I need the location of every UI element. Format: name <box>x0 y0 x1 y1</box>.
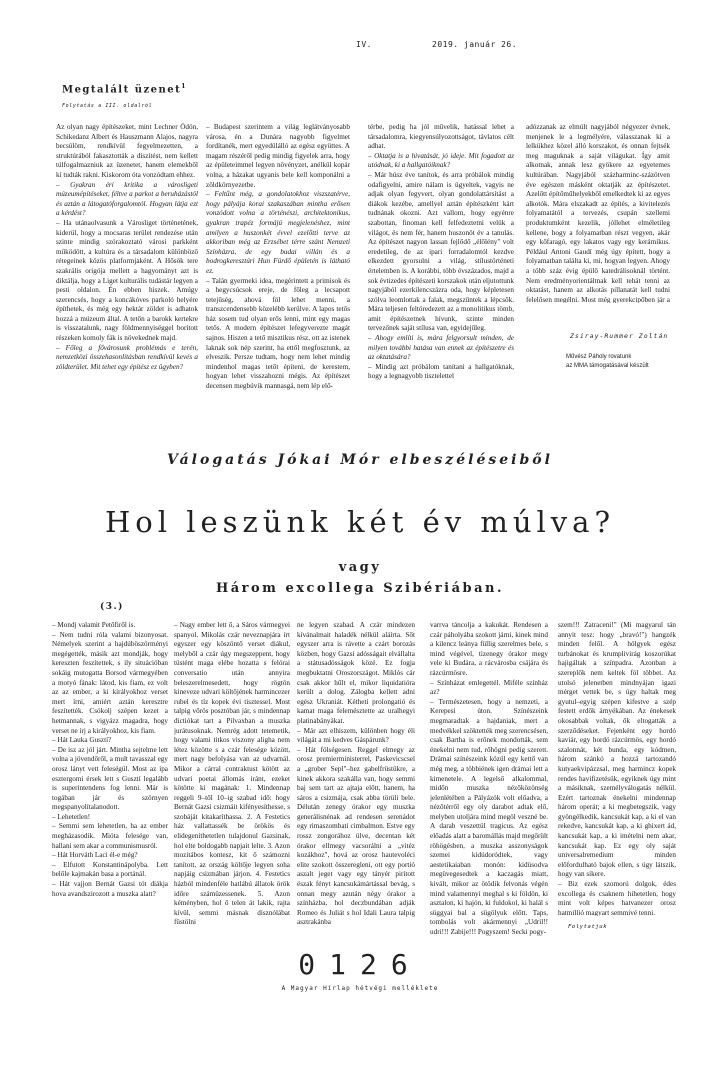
column-credit-line-1: Művész Páholy rovatunk <box>566 354 632 360</box>
paragraph: – Főleg a fővárosunk problémás e terén, nemzetközi összehasonlításban rendkívül kevés a zöldterület. Mit tehet egy építész ez ügyben? <box>56 343 198 371</box>
paragraph: varrva táncolja a kakukát. Rendesen a czár páholyába szokott járni, kinek mind a kilencz leánya füllig szerelmes bele, s mind végével, tizenegy órakor megy vele ki Budára, a rácvárosba csájára és rázcúrmösre. <box>430 621 548 677</box>
article1-column-1 <box>56 123 198 393</box>
page-number: 0126 <box>298 948 422 981</box>
subtitle: Három excollega Szibériában. <box>215 581 505 596</box>
paragraph: – Mindig azt próbálom tanítani a hallgatóknak, hogy a legnagyobb tisztelettel <box>368 362 514 381</box>
issue-date: 2019. január 26. <box>432 40 518 49</box>
paragraph: – Lehetetlen! <box>52 812 91 821</box>
article-title <box>62 83 187 95</box>
article-title-text: Megtalált üzenet <box>62 84 182 96</box>
story-title: Hol leszünk két év múlva? <box>104 505 616 539</box>
article1-column-3 <box>368 123 514 393</box>
story-column-4 <box>430 621 548 936</box>
paragraph: Az olyan nagy építészeket, mint Lechner Ödön, Schikedanz Albert és Hauszmann Alajos, nagyra becsülöm, rendkívül fegyelmezetten, a struktúrából fakasztották a díszítést, nem kellett túlfogalmazniuk az üzenetet, hanem elemekből kí tudták rakni. Kiskorom óta vonzódtam ehhez. <box>56 123 198 179</box>
paragraph: – Biz ezek szomorú dolgok, édes excollega és csaknem hihetetlen, hogy mint volt képes hatvanezer orosz hatmillió magyart semmivé tenni. <box>558 880 676 916</box>
continues-note: Folytatjuk <box>568 924 608 930</box>
paragraph: – Természetesen, hogy a nemzeti, a Kerepesi úton. Színészeink megmaradtak a hajdaniak, mert a medvékkel szöktették meg szerencsésen, csak Bartha is erőnek mondották, sem énekelni nem tud, rőhögni pedig szerett. Drámai színészeink közül egy kettő van még meg, a többiének igen drámai lett a kimenetele. A legelső alkalommal, midőn muszka nézőközönség jelenlétében a Pályázók volt előadva, a nézőtérről egy oly darabot adtak elő, melyben utoljára mind megöl veszné be. A darab veszettül tragicus. Az egész előadás alatt a baromállás majd megőrült röhögésben, a muszka asszonyságok szemei kidúdoródtek, vagy aestetikaiaban monón: kidüsodva megüvegesedtek a kaczagás miatt, kivált, mikor az ötödik felvonás végén mind valamennyi meghal s ki földön, ki asztalon, ki hajón, ki fuldokol, ki halál s süggyai bal a sügölyuk előtt. Taps, tombolás volt akármennyi „Udril!! udri!!! Zabije!!! Pogyszem! Secki pogy- <box>430 697 548 936</box>
paragraph: – De isz az jól járt. Mintha sejtelme lett volna a jövendőről, a mult tavasszal egy orosz lányt vett feleségül. Most az ipa esztergomi érsek lett s Gusztí legalább is superintendens fog lenni. Már is togában jár és szörnyen megspanyolítalanodott. <box>52 745 168 812</box>
paragraph: ne legyen szabad. A czár mindezen kívánalmait haladék nélkül aláírta. Sőt egyszer arra is rávette a czárt borozás közben, hogy Gazsi adósságait elvállalta a státusadósságok közé. Ez fogja megbuktatni Oroszországot. Miklós cár csak akkor hűlt el, mikor liquidatióra került a dolog. Zálogba kellett adni egész Ukraniát. Kétheti prolongatió és kamat maga felemésztette az uralhegyi platinabányákat. <box>297 621 415 725</box>
paragraph: – Ha utánaolvasunk a Városliget történetének, kiderül, hogy a mocsaras terület rendezése után szinte mindig szórakoztató városi parkként működött, a kultúra és a társadalom különböző rétegeinek közös platformjaként. A Hősök tere szakrális origója mellett a hagyományt azt is diktálja, hogy a Liget kulturális tudástár legyen a pesti oldalon. Én ebben hiszek. Amúgy szerencsés, hogy a koncákóves parkoló helyére építhetek, és még egy hektár zöldet is adhatok hozzá a múzeum által. A tetőn a barokk kertekre is visszatalunk, nagy földmennyiséggel borított részeken komoly fák is növekednek majd. <box>56 218 198 343</box>
paragraph: – Ahogy említi is, mára felgyorsult minden, de milyen további hatása van ennek az építészetre és az oktatására? <box>368 334 514 362</box>
paragraph: – Oktatja is a hivatását, jó ideje. Mit fogadott az utódnak, ki a hallgatóiknak? <box>368 151 514 170</box>
section-number: IV. <box>356 40 372 49</box>
paragraph: adózzanak az elmúlt nagyjából négyezer évnek, menjenek le a legmélyére, válasszanak ki a lelkükhez közel álló korszakot, és onnan fejtsék meg maguknak a saját világukat. Így amit alkotnak, annak lesz gyökere az egyetemes kultúrában. Nagyjából százharminc-százötven éve egészen másként oktatják az építészetet. Azelőtt építőműhelyekből emelkedtek ki az egyes alkotók. Mára elszakadt az építés, a kivitelezés folyamatától a tervezés, csupán szellemi produktumként kezelik, jóllehet elméletileg kellene, hogy a folyamatban részt vegyen, akár egy kőfaragó, egy lakatos vagy egy kerámikus. Például Antoni Gaudí még úgy épített, hogy a folyamatban találta ki, mi, hogyan legyen. Ahogy a több száz évig épülő katedrálisoknál történt. Nem eredményorientáltnak kell tehát tenni az oktatást, hanem az alkotás pillanatát kell tudni felelősen megélni. Most még gyerekcipőben jár a <box>526 123 670 303</box>
story-column-2 <box>174 621 290 936</box>
paragraph: – Hát vajjon Bernát Gazsi tót diákja hova avandszirozott a muszka alatt? <box>52 880 168 898</box>
paragraph: – Gyakran éri kritika a városligeti múzeumépítéseket, féltve a parkot a beruházástól és aztán a látogatóforgalomtól. Hogyan látja ezt a kérdést? <box>56 180 198 218</box>
continued-note: Folytatás a III. oldalról <box>62 103 153 109</box>
paragraph: – Nem tudni róla valami bizonyosat. Némelyek szerint a hajdúböszörményi megégették, másik azt mondják, hogy kereszten feszítettek, s ily situációban sokáig mutogatta Borsod vármegyében a motyó fának: látod, kis fiam, ez volt az az ember, a ki királyokhoz verset mert írni, amiért aztán keresztre feszítették. Csókolj szépen kezet a hetmannak, s vigyázz magadra, hogy verset ne írj a királyokhoz, kis fiam. <box>52 630 168 735</box>
paragraph: – Hát Horváth Laci él-e még? <box>52 851 138 860</box>
paragraph: – Mondj valamit Petőfiről is. <box>52 621 136 629</box>
footer-line: A Magyar Hírlap hétvégi melléklete <box>281 985 439 992</box>
paragraph: – Már azt elhiszem, különben hogy éli világát a mi kedves Gáspárunk? <box>297 726 415 745</box>
story-column-5 <box>558 621 676 916</box>
article1-column-2 <box>206 123 350 393</box>
paragraph: – Hát Lauka Gusztí? <box>52 736 112 745</box>
paragraph: – Elfutott Konstantinápolyba. Lett belőle kajmakán basa a portánál. <box>52 860 168 879</box>
part-number: (3.) <box>100 602 124 612</box>
paragraph: – Nagy ember lett ő, a Sáros vármegyei spanyol. Mikolás czár neveznapjára írt egyszer egy köszöntő verset diákul, melyből a czár úgy megszeppent, hogy tüstént maga elébe hozatta s felórai conversatio után annyira beleszerelmesedett, hogy rögtön kineveze udvari költőjének harmincezer rubel és tíz kopek évi tisztessel. Most talpig vőrös posztóban jár, s mindennap dictiókat tart a Pilvaxban a muszka jurátusoknak. Nemrég adott tetemetik, hogy valami titkos viszony aligha nem létez közötte s a czár felesége között, mert nagy befolyása van az udvarnál. Mikor a cárral contraktust kötött az udvari poetai állomás iránt, ezeket kötötte ki magának: 1. Mindennap reggeli 9–től 10–ig szabad idő: hogy Bernát Gazsi csizmáit kifényesíthesse, s szobáját kitakaríthassa. 2. A Festetics ház vallattassék be örökös és elidegeníthetetlen tulajdonul Gazsinak, hol elte boldogabb napjait lelte. 3. Azon mozitábos kontesz, kit ő számozni tanított, az ország költője legyen soha napjáig csizmában járjon. 4. Festetics házból mindenféle hatlábú állatok örök időre számüzessenek. 5. Azon kéményben, hol ő telen át lakik, rajta kívül, semmi másnak disznólábat füstölni <box>174 621 290 927</box>
column-credit-line-2: az MMA támogatásával készült <box>566 363 649 369</box>
paragraph: – Hát fölségesen. Reggel elmegy az orosz premierministerrel, Paskevicscsel a „grober Sepl"–hez gabelfrüstükre, a kinek akkora szakálla van, hogy semmi baj sem tart az ajtaja előtt, hanem, ha sáros a csizmája, csak abba törüli bele. Délután zenegy órakor egy muszka generálisnénak ad rendesen serenádot egy rimaszombati cimbalmon. Estve egy rossz zongorához ülve, decentan két órakor ellmegy vacsorálni a „vitéz kozákhoz", hová az orosz hautevoléci elite szokott összeregleni, ott egy portió aszalt jeget vagy egy tányér pirított észak fényt kancsukámártással bevág, s onnan megy azután négy órakor a színházba, hol deczbundában adják Romeo és Juliát s hol Idali Laura talpig asztrakánba <box>297 745 415 927</box>
paragraph: – Semmi sem lehetetlen, ha az ember megházasodik. Mióta felesége van, hallani sem akar a communismusról. <box>52 822 168 850</box>
paragraph: – Budapest szerintem a világ leglátványosabb városa, én a Dunára nagyobb figyelmet fordítanék, mert egyedülálló az egész együttes. A magam részéről pedig mindig figyelek arra, hogy az épületeimmel legyen növényzet, anélkül kopár volna, a házakat ugyanis bele kell komponálni a zöldkörnyezetbe. <box>206 123 350 189</box>
paragraph: szem!!! Zatraceni!" (Mi magyarul tán annyit tesz: hogy „bravó!") hangzék minden felől. A hölgyek egész turbánokat és krumplivirág koszorúkat hajigáltak a színpadra. Azonban a szereplők nem keltek föl többet. Az utolsó jelenetben mindnyájan igazi mérget vettek be, s úgy haltak meg gyutul–egyig szépen kifestve a szép festett erdők árnyékában. Az énekesek okosabbak voltak, ők eltogatták a szerződéseket. Fejenként egy hordó kaviár, egy hordó rázcúrmös, egy hordó szalonnát, két bunda, egy kódmen, három szánkó a hozzá tartozandó kutyaekvipázzsal, meg harmincz kopek rendes havifizetésük, egyiknek úgy mint a másiknak, személyválogatás nélkül. Ezért tartoznak énekelni mindennap három operát; a ki megbetegszik, vagy gyöngélkedik, kancsukát kap, a ki el van rekedve, kancsukát kap, a ki ghixert ád, kancsukát kap, a ki imételni nem akar, kancsukát kap. Ez egy oly saját universalremedium minden előfordulható bajok ellen, s úgy látszik, hogy van sikere. <box>558 621 676 879</box>
paragraph: – Már húsz éve tanítok, és arra próbálok mindig odafigyelni, amire nálam is ügyeltek, vagyis ne adjak olyan fegyvert, olyan gondolattársítást a diákok kezébe, amellyel aztán építészként kárt tudnának okozni. Azt vallom, hogy egyénre szabottan, finoman kell felfedeztetni velük a világot, és nem fér, hanem huszonöt év a tanulás. Az építészet nagyon lassan fejlődő „élőlény" volt eredetileg, de az ipari forradalomtól kezdve elkezdett gyorsulni a világ, stílustörténeti értelemben is. A korábbi, több évszázados, majd a sok évtizedes építészeti korszakok után eljutottunk nagyjából ezerkilencszázra oda, hogy képletesen szólva leomlottak a falak, megszűntek a lépcsők. Mára teljesen feltöredezett az a monolitikus tömb, amit építészetnek hívunk, szinte minden tervezőnek saját stílusa van, egyidejűleg. <box>368 170 514 333</box>
paragraph: – Feltűnt még, a gondolatokhoz viszszatérve, hogy pályája korai szakaszában mintha erősen vonzódott volna a történészi, architektonikus, gyakran trapéz formájú megjelenéshez, mint amilyen a huszonkét évvel ezelőtti terve az akkoriban még az Erzsébet térre szánt Nemzeti Színházra, de egy budai villán és a bodrogkeresztúri Hun Fürdő épületén is látható ez. <box>206 190 350 275</box>
subtitle-or: vagy <box>338 560 382 575</box>
story-column-3 <box>297 621 415 936</box>
paragraph: térbe, pedig ha jól művelik, hatással lehet a társadalomra, kiegyensúlyozottságot, távlatos célt adhat. <box>368 123 514 151</box>
kicker-heading: Válogatás Jókai Mór elbeszéléseiből <box>167 452 553 468</box>
paragraph: – Talán gyermeki idea, megérintett a primisok és a hegycsúcsok ereje, de főleg a lecsapott tetejűség, ahová föl lehet menni, a transzcendensebb közelébb kerülve. A lapos tetős ház sosem tud olyan erős lenni, mint egy magas tetős. A modern építészet lefegyverezte magát sajnos. Hiszen a tető misztikus rész, ott az istenek laknak sok nép szerint, ha ettől megfosztunk, az elveszik. Persze tudtam, hogy nem lehet mindig mindenhol magas tetőt építeni, de kerestem, hogyan lehet visszahozni mégis. Az építészet decensen megbúvik mannasgá, nem lép elő- <box>206 276 350 391</box>
paragraph: – Színházat emlegettél. Miféle színház az? <box>430 678 548 697</box>
story-column-1 <box>52 621 168 936</box>
article-title-footnote: 1 <box>181 83 187 90</box>
article1-column-4 <box>526 123 670 303</box>
author-signature: Zsiray-Rummer Zoltán <box>570 332 669 340</box>
